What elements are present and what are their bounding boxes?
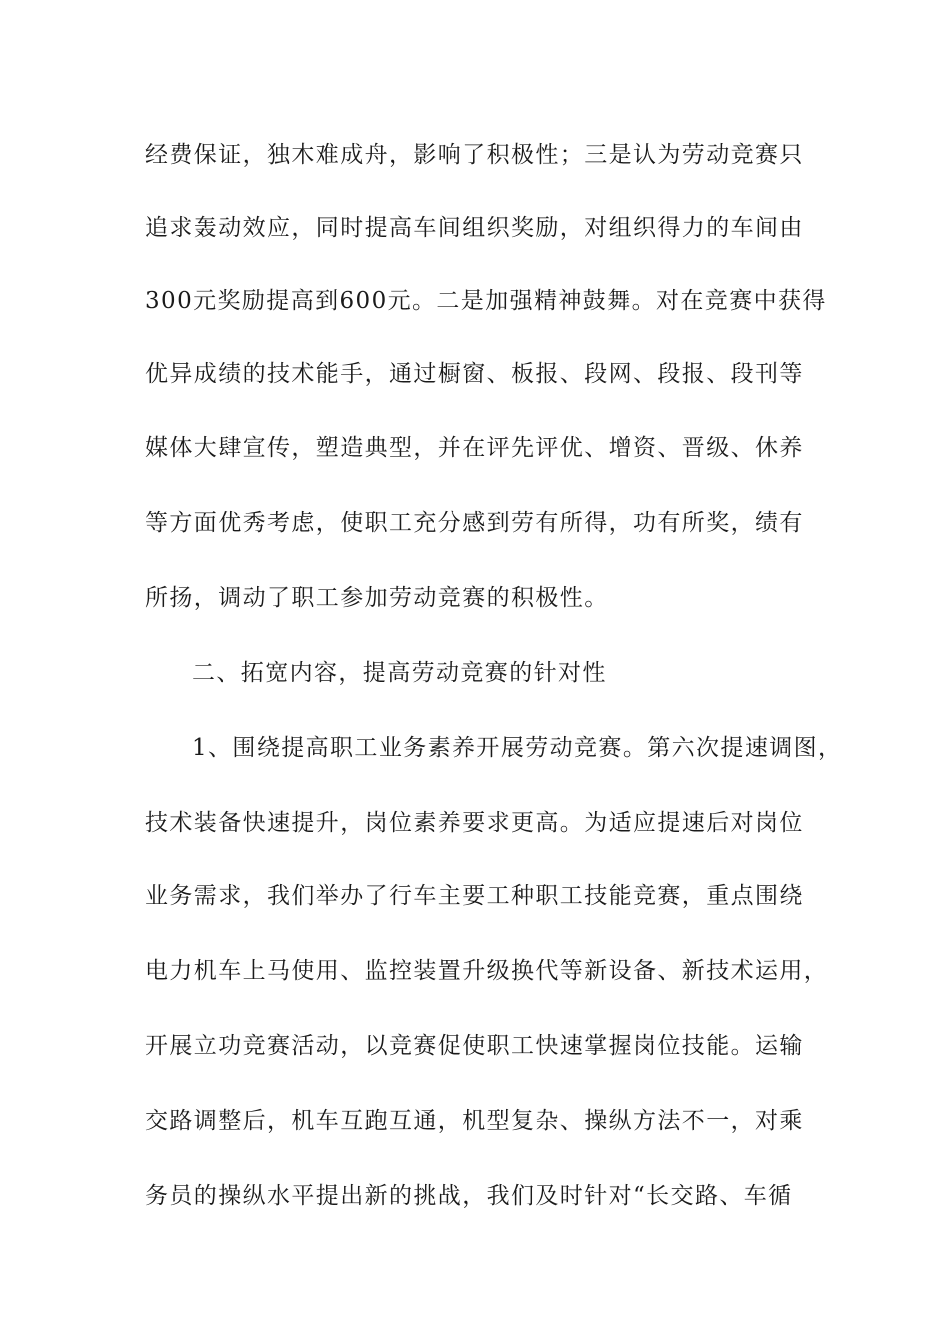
text-line: 300元奖励提高到600元。二是加强精神鼓舞。对在竞赛中获得 xyxy=(145,288,827,314)
text-line: 电力机车上马使用、监控装置升级换代等新设备、新技术运用， xyxy=(145,958,829,984)
text-line: 等方面优秀考虑，使职工充分感到劳有所得，功有所奖，绩有 xyxy=(145,510,804,536)
text-line: 所扬，调动了职工参加劳动竞赛的积极性。 xyxy=(145,585,609,611)
text-line: 优异成绩的技术能手，通过橱窗、板报、段网、段报、段刊等 xyxy=(145,361,804,387)
text-line: 交路调整后，机车互跑互通，机型复杂、操纵方法不一，对乘 xyxy=(145,1108,804,1134)
text-line: 追求轰动效应，同时提高车间组织奖励，对组织得力的车间由 xyxy=(145,215,804,241)
section-heading: 二、拓宽内容，提高劳动竞赛的针对性 xyxy=(192,660,607,686)
text-line: 开展立功竞赛活动，以竞赛促使职工快速掌握岗位技能。运输 xyxy=(145,1033,804,1059)
text-line: 务员的操纵水平提出新的挑战，我们及时针对“长交路、车循 xyxy=(145,1183,793,1209)
text-line: 业务需求，我们举办了行车主要工种职工技能竞赛，重点围绕 xyxy=(145,883,804,909)
text-line: 技术装备快速提升，岗位素养要求更高。为适应提速后对岗位 xyxy=(145,810,804,836)
text-line: 经费保证，独木难成舟，影响了积极性；三是认为劳动竞赛只 xyxy=(145,142,804,168)
text-line: 1、围绕提高职工业务素养开展劳动竞赛。第六次提速调图， xyxy=(192,735,843,761)
text-line: 媒体大肆宣传，塑造典型，并在评先评优、增资、晋级、休养 xyxy=(145,435,804,461)
